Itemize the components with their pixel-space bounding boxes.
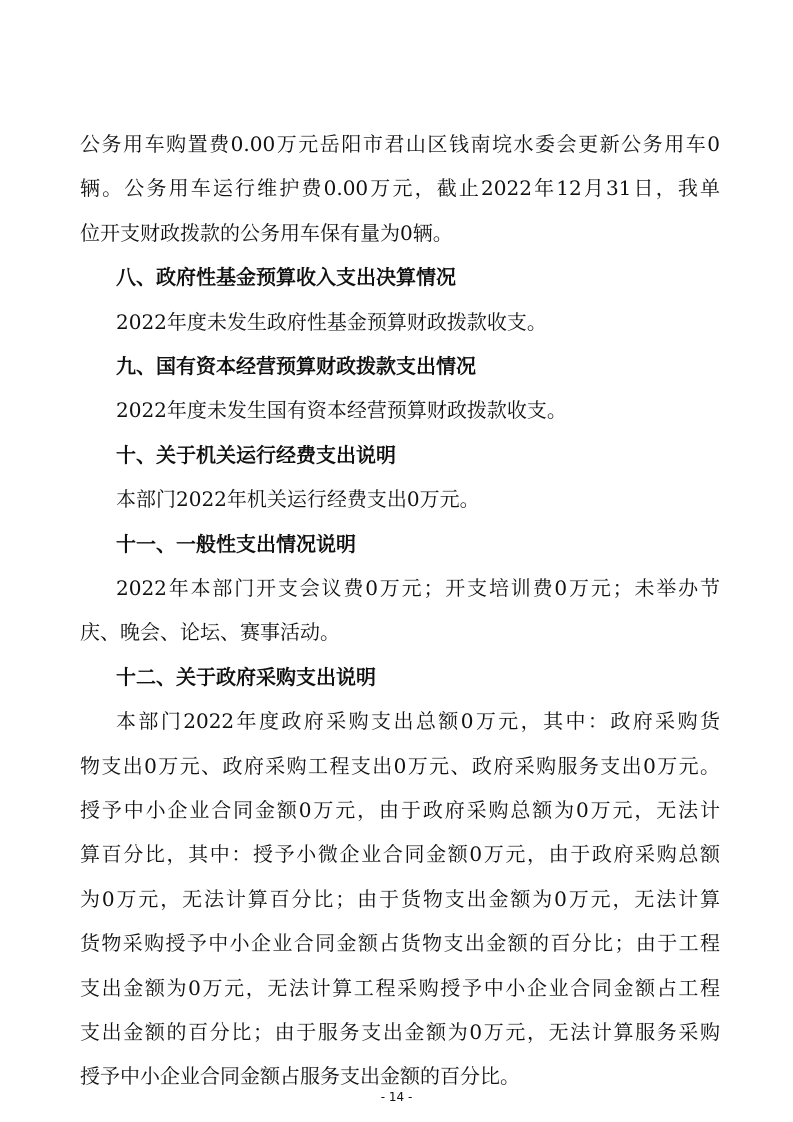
text-line: 为0万元，无法计算百分比；由于货物支出金额为0万元，无法计算 (80, 886, 720, 911)
text-line: 本部门2022年机关运行经费支出0万元。 (116, 487, 480, 512)
text-line: 支出金额的百分比；由于服务支出金额为0万元，无法计算服务采购 (80, 1020, 720, 1044)
text-line: 辆。公务用车运行维护费0.00万元，截止2022年12月31日，我单 (80, 176, 720, 201)
text-line: 庆、晚会、论坛、赛事活动。 (80, 620, 340, 645)
text-line: 物支出0万元、政府采购工程支出0万元、政府采购服务支出0万元。 (80, 753, 720, 778)
section-heading: 十一、一般性支出情况说明 (116, 531, 356, 556)
section-heading: 十二、关于政府采购支出说明 (116, 664, 376, 689)
page-number: - 14 - (380, 1090, 413, 1104)
section-heading: 八、政府性基金预算收入支出决算情况 (116, 265, 456, 290)
section-heading: 九、国有资本经营预算财政拨款支出情况 (116, 354, 476, 378)
text-line: 2022年度未发生政府性基金预算财政拨款收支。 (116, 309, 547, 334)
text-line: 2022年度未发生国有资本经营预算财政拨款收支。 (116, 398, 567, 423)
text-line: 货物采购授予中小企业合同金额占货物支出金额的百分比；由于工程 (80, 931, 720, 956)
text-line: 公务用车购置费0.00万元岳阳市君山区钱南垸水委会更新公务用车0 (80, 132, 720, 156)
text-line: 位开支财政拨款的公务用车保有量为0辆。 (80, 220, 453, 245)
section-heading: 十、关于机关运行经费支出说明 (116, 442, 396, 467)
text-line: 支出金额为0万元，无法计算工程采购授予中小企业合同金额占工程 (80, 975, 720, 1000)
text-line: 授予中小企业合同金额0万元，由于政府采购总额为0万元，无法计 (80, 798, 720, 822)
text-line: 算百分比，其中：授予小微企业合同金额0万元，由于政府采购总额 (80, 842, 720, 867)
text-line: 2022年本部门开支会议费0万元；开支培训费0万元；未举办节 (116, 576, 720, 600)
text-line: 本部门2022年度政府采购支出总额0万元，其中：政府采购货 (116, 709, 720, 734)
text-line: 授予中小企业合同金额占服务支出金额的百分比。 (80, 1064, 520, 1089)
